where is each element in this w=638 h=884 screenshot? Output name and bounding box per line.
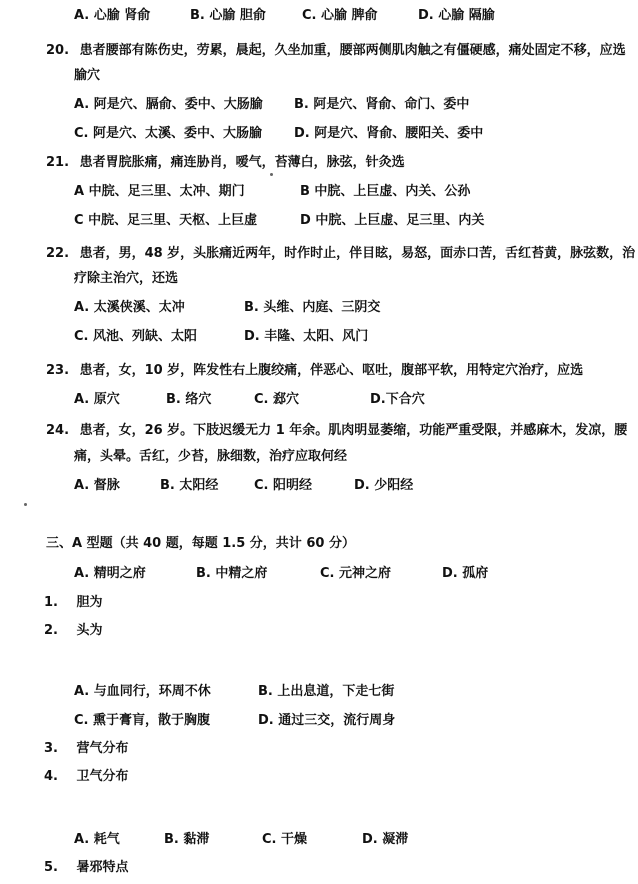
q24-number: 24. xyxy=(46,423,70,438)
q21-option-c: C 中脘、足三里、天枢、上巨虚 xyxy=(74,213,258,228)
group2-option-d: D. 通过三交，流行周身 xyxy=(258,713,396,728)
q24-option-a: A. 督脉 xyxy=(74,478,120,493)
q24-option-c: C. 阳明经 xyxy=(254,478,313,493)
group1-option-c: C. 元神之府 xyxy=(320,566,392,581)
group3-option-b: B. 黏滞 xyxy=(164,832,210,847)
q20-option-c: C. 阿是穴、太溪、委中、大肠腧 xyxy=(74,126,263,141)
s3-q1-text: 胆为 xyxy=(76,595,103,610)
section3-heading: 三、A 型题（共 40 题，每题 1.5 分，共计 60 分） xyxy=(46,536,355,551)
s3-q5 xyxy=(44,860,129,876)
group1-option-a: A. 精明之府 xyxy=(74,566,146,581)
q23-option-d: D.下合穴 xyxy=(370,392,425,407)
q22-option-c: C. 风池、列缺、太阳 xyxy=(74,329,198,344)
s3-q5-number: 5. xyxy=(44,860,58,875)
s3-q4-number: 4. xyxy=(44,769,58,784)
s3-q1 xyxy=(44,595,103,611)
q21-text: 患者胃脘胀痛，痛连胁肖，嗳气，苔薄白，脉弦，针灸选 xyxy=(79,155,405,170)
q21-option-d: D 中脘、上巨虚、足三里、内关 xyxy=(300,213,485,228)
q21-option-a: A 中脘、足三里、太冲、期门 xyxy=(74,184,245,199)
q22-number: 22. xyxy=(46,246,70,261)
group2-option-c: C. 熏于膏肓，散于胸腹 xyxy=(74,713,211,728)
q23-option-b: B. 络穴 xyxy=(166,392,212,407)
q20-option-d: D. 阿是穴、肾俞、腰阳关、委中 xyxy=(294,126,484,141)
s3-q2-number: 2. xyxy=(44,623,58,638)
group3-option-c: C. 干燥 xyxy=(262,832,308,847)
q20-number: 20. xyxy=(46,43,70,58)
q23-option-c: C. 郄穴 xyxy=(254,392,300,407)
q24-stem-line1 xyxy=(46,423,627,439)
q22-stem-line2: 疗除主治穴，还选 xyxy=(74,271,179,286)
scan-speck xyxy=(270,173,273,176)
scan-speck xyxy=(24,503,27,506)
q22-option-b: B. 头维、内庭、三阴交 xyxy=(244,300,381,315)
group3-option-d: D. 凝滞 xyxy=(362,832,409,847)
s3-q3 xyxy=(44,741,129,757)
q20-option-b: B. 阿是穴、肾俞、命门、委中 xyxy=(294,97,470,112)
q19-option-a: A. 心腧 肾俞 xyxy=(74,8,151,23)
q24-option-b: B. 太阳经 xyxy=(160,478,219,493)
q21-option-b: B 中脘、上巨虚、内关、公孙 xyxy=(300,184,471,199)
s3-q4-text: 卫气分布 xyxy=(76,769,129,784)
q24-text: 患者，女，26 岁。下肢迟缓无力 1 年余。肌肉明显萎缩，功能严重受限，并感麻木，发凉，腰 xyxy=(79,423,628,438)
q23-text: 患者，女，10 岁，阵发性右上腹绞痛，伴恶心、呕吐，腹部平软，用特定穴治疗，应选 xyxy=(79,363,584,378)
q20-option-a: A. 阿是穴、膈俞、委中、大肠腧 xyxy=(74,97,263,112)
s3-q2 xyxy=(44,623,103,639)
group1-option-b: B. 中精之府 xyxy=(196,566,268,581)
q24-stem-line2: 痛，头晕。舌红，少苔，脉细数，治疗应取何经 xyxy=(74,449,348,464)
q23-option-a: A. 原穴 xyxy=(74,392,120,407)
q22-text: 患者，男，48 岁，头胀痛近两年，时作时止，伴目眩，易怒，面赤口苦，舌红苔黄，脉弦数，治 xyxy=(79,246,636,261)
s3-q4 xyxy=(44,769,129,785)
q22-option-a: A. 太溪侠溪、太冲 xyxy=(74,300,185,315)
q19-option-d: D. 心腧 隔腧 xyxy=(418,8,495,23)
q19-option-c: C. 心腧 脾俞 xyxy=(302,8,378,23)
q21-stem xyxy=(46,155,405,171)
q20-stem-line1 xyxy=(46,43,626,59)
s3-q1-number: 1. xyxy=(44,595,58,610)
s3-q3-text: 营气分布 xyxy=(76,741,129,756)
group2-option-a: A. 与血同行，环周不休 xyxy=(74,684,211,699)
q22-stem-line1 xyxy=(46,246,635,262)
q24-option-d: D. 少阳经 xyxy=(354,478,414,493)
group1-option-d: D. 孤府 xyxy=(442,566,489,581)
group3-option-a: A. 耗气 xyxy=(74,832,120,847)
q21-number: 21. xyxy=(46,155,70,170)
q22-option-d: D. 丰隆、太阳、风门 xyxy=(244,329,369,344)
q19-option-b: B. 心腧 胆俞 xyxy=(190,8,266,23)
s3-q3-number: 3. xyxy=(44,741,58,756)
s3-q2-text: 头为 xyxy=(76,623,103,638)
q23-stem xyxy=(46,363,583,379)
s3-q5-text: 暑邪特点 xyxy=(76,860,129,875)
group2-option-b: B. 上出息道，下走七街 xyxy=(258,684,395,699)
q23-number: 23. xyxy=(46,363,70,378)
q20-stem-line2: 腧穴 xyxy=(74,68,101,83)
q20-text: 患者腰部有陈伤史，劳累，晨起，久坐加重，腰部两侧肌肉触之有僵硬感，痛处固定不移，应选 xyxy=(79,43,626,58)
